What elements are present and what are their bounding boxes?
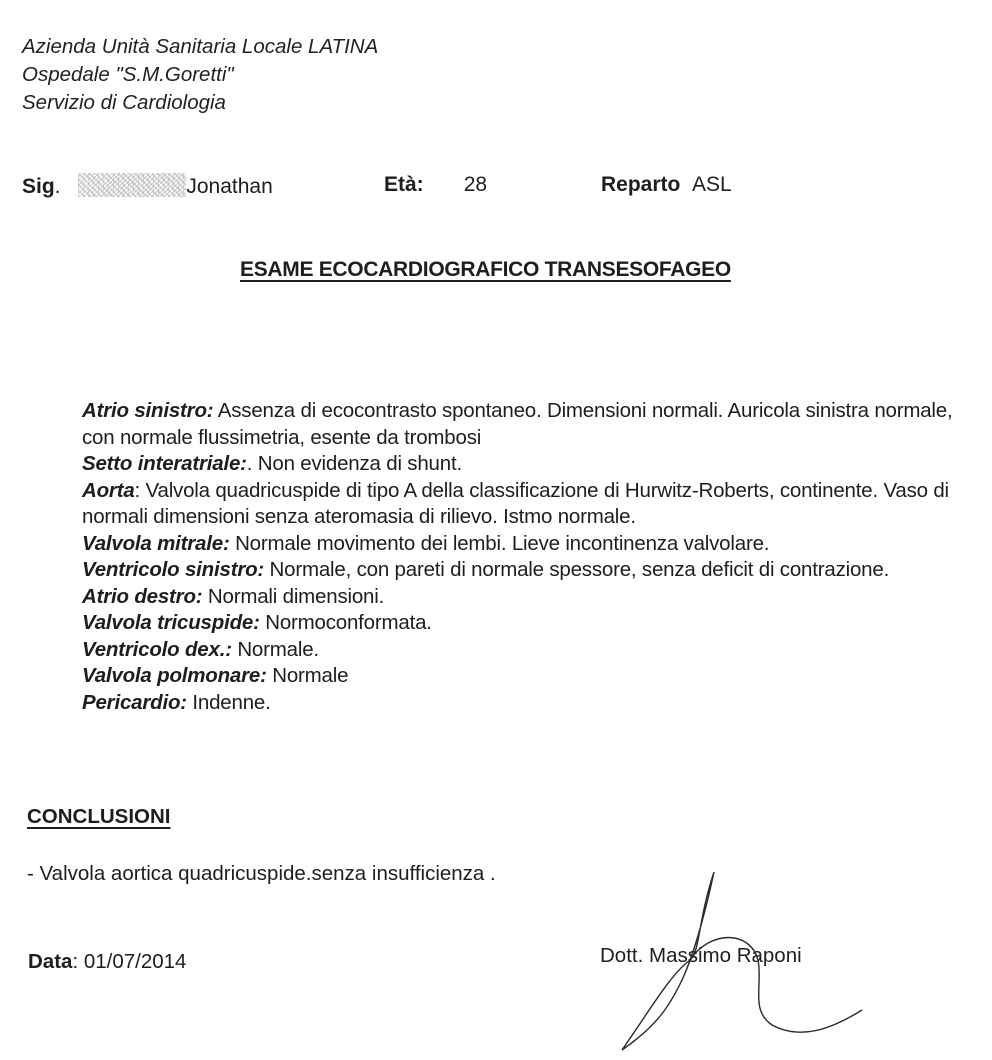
institution-header — [22, 33, 378, 117]
finding-item — [82, 690, 962, 717]
finding-text: Normoconformata. — [259, 611, 432, 634]
finding-text: . Non evidenza di shunt. — [246, 452, 462, 475]
finding-item — [82, 531, 962, 558]
finding-label: Valvola tricuspide: — [82, 611, 260, 634]
finding-label: Valvola mitrale: — [82, 531, 230, 555]
redacted-surname — [78, 173, 186, 197]
date-value: : 01/07/2014 — [72, 950, 187, 973]
finding-text: Indenne. — [186, 690, 271, 714]
sig-dot: . — [54, 175, 61, 198]
patient-name-field — [22, 173, 273, 199]
patient-age-field — [384, 173, 487, 197]
finding-item — [82, 557, 962, 584]
finding-text: Normale movimento dei lembi. Lieve incontinenza valvolare. — [229, 531, 770, 555]
finding-text: Normale, con pareti di normale spessore, senza deficit di contrazione. — [264, 558, 890, 581]
date-field — [28, 950, 186, 974]
finding-item — [82, 610, 962, 637]
patient-ward-field — [601, 173, 732, 197]
finding-text: : Valvola quadricuspide di tipo A della classificazione di Hurwitz-Roberts, continente. Vaso di normali dimensioni senza ateromasia di rilievo. Istmo normale. — [82, 478, 949, 528]
finding-text: Normale — [266, 664, 349, 687]
hospital-name: Ospedale "S.M.Goretti" — [22, 63, 234, 86]
finding-text: Assenza di ecocontrasto spontaneo. Dimensioni normali. Auricola sinistra normale, con normale flussimetria, esente da trombosi — [82, 399, 953, 449]
finding-label: Ventricolo sinistro: — [82, 558, 265, 581]
finding-label: Ventricolo dex.: — [82, 637, 232, 661]
date-label: Data — [28, 950, 73, 973]
finding-item — [82, 663, 962, 690]
finding-item — [82, 478, 962, 531]
finding-label: Setto interatriale: — [82, 452, 247, 475]
finding-label: Pericardio: — [82, 690, 187, 714]
finding-label: Atrio destro: — [82, 584, 203, 608]
finding-text: Normali dimensioni. — [202, 584, 385, 608]
doctor-name: Dott. Massimo Raponi — [600, 944, 802, 967]
findings-section — [82, 398, 962, 716]
age-value: 28 — [463, 173, 488, 196]
age-label: Età: — [384, 173, 424, 196]
finding-item — [82, 398, 962, 451]
finding-label: Aorta — [82, 478, 135, 502]
ward-value: ASL — [692, 173, 732, 196]
finding-item — [82, 637, 962, 664]
sig-label: Sig — [22, 175, 55, 198]
exam-title: ESAME ECOCARDIOGRAFICO TRANSESOFAGEO — [240, 258, 731, 281]
conclusion-item: - Valvola aortica quadricuspide.senza insufficienza . — [27, 862, 496, 885]
department-name: Servizio di Cardiologia — [22, 91, 226, 114]
finding-label: Valvola polmonare: — [82, 664, 267, 687]
ward-label: Reparto — [601, 173, 681, 196]
institution-name: Azienda Unità Sanitaria Locale LATINA — [22, 35, 379, 58]
finding-label: Atrio sinistro: — [82, 399, 214, 422]
signature — [600, 860, 880, 1060]
conclusions-title: CONCLUSIONI — [27, 805, 171, 828]
finding-item — [82, 584, 962, 611]
patient-name: Jonathan — [186, 175, 273, 198]
finding-text: Normale. — [231, 637, 319, 661]
finding-item — [82, 451, 962, 478]
